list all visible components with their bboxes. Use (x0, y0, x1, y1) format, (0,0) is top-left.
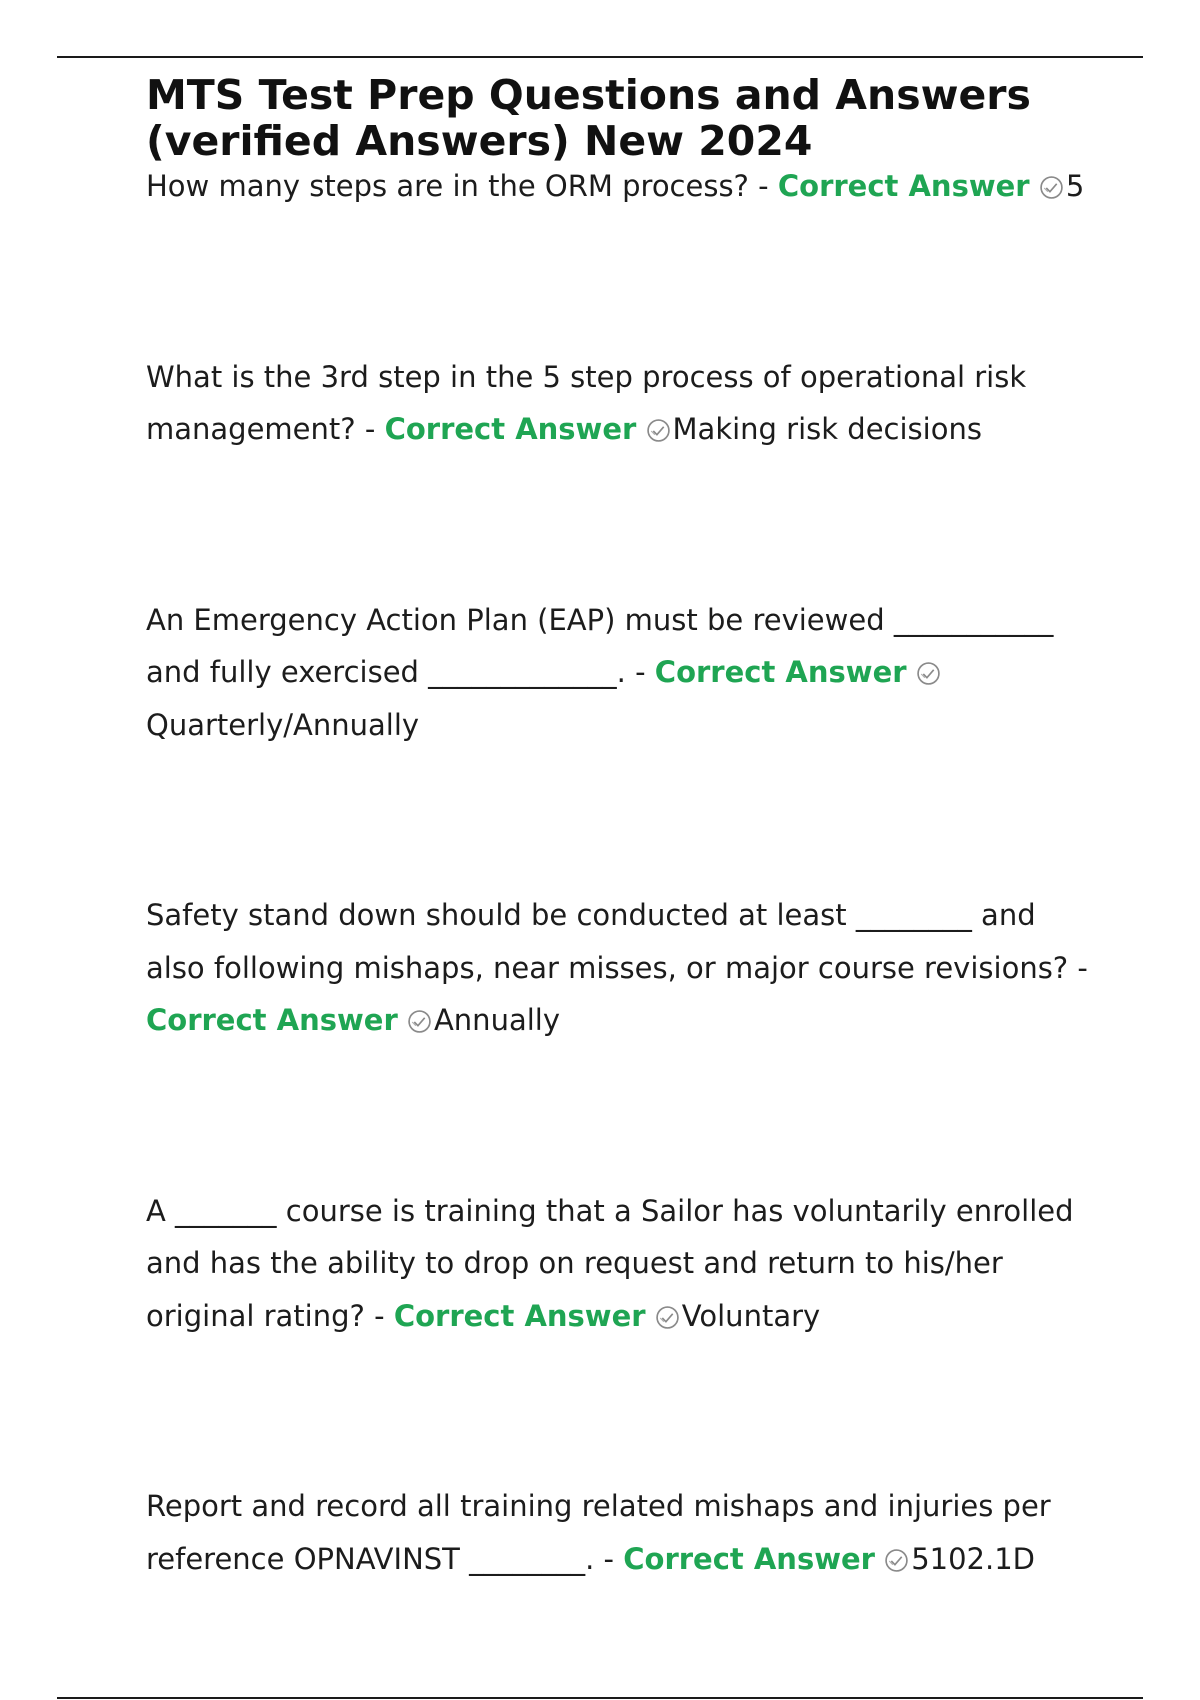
document-body (146, 72, 1096, 1585)
correct-answer-label: Correct Answer (393, 1298, 646, 1333)
document-title: MTS Test Prep Questions and Answers (verified Answers) New 2024 (146, 71, 1031, 165)
check-circle-icon (407, 1009, 432, 1034)
answer-text: 5102.1D (911, 1541, 1036, 1576)
check-circle-icon (1039, 175, 1064, 200)
qa-item (146, 1480, 1096, 1585)
answer-text: Voluntary (681, 1298, 821, 1333)
question-text: An Emergency Action Plan (EAP) must be reviewed ___________ and fully exercised _____________. - (146, 602, 1054, 689)
correct-answer-label: Correct Answer (777, 169, 1030, 203)
question-text: What is the 3rd step in the 5 step process of operational risk management? - (146, 359, 1027, 446)
answer-text: 5 (1065, 169, 1085, 203)
top-rule (57, 56, 1143, 58)
bottom-rule (57, 1697, 1143, 1699)
qa-item (146, 160, 1096, 213)
answer-text: Annually (433, 1003, 560, 1037)
check-circle-icon (655, 1305, 680, 1330)
question-text: A _______ course is training that a Sailor has voluntarily enrolled and has the ability to drop on request and return to his/her original rating? - (146, 1193, 1074, 1333)
correct-answer-label: Correct Answer (146, 1003, 398, 1037)
check-circle-icon (916, 661, 941, 686)
check-circle-icon (884, 1548, 909, 1573)
qa-item (146, 594, 1096, 752)
answer-text: Quarterly/Annually (146, 707, 420, 742)
qa-item (146, 1185, 1096, 1343)
correct-answer-label: Correct Answer (623, 1541, 875, 1576)
check-circle-icon (646, 418, 671, 443)
correct-answer-label: Correct Answer (384, 412, 637, 446)
question-text: Safety stand down should be conducted at least ________ and also following mishaps, near misses, or major course revisions? - (146, 898, 1088, 985)
qa-item (146, 351, 1096, 456)
question-text: Report and record all training related mishaps and injuries per reference OPNAVINST ________. - (146, 1489, 1051, 1576)
answer-text: Making risk decisions (672, 412, 982, 446)
correct-answer-label: Correct Answer (654, 655, 907, 689)
question-text: How many steps are in the ORM process? - (146, 169, 778, 203)
qa-item (146, 889, 1096, 1047)
